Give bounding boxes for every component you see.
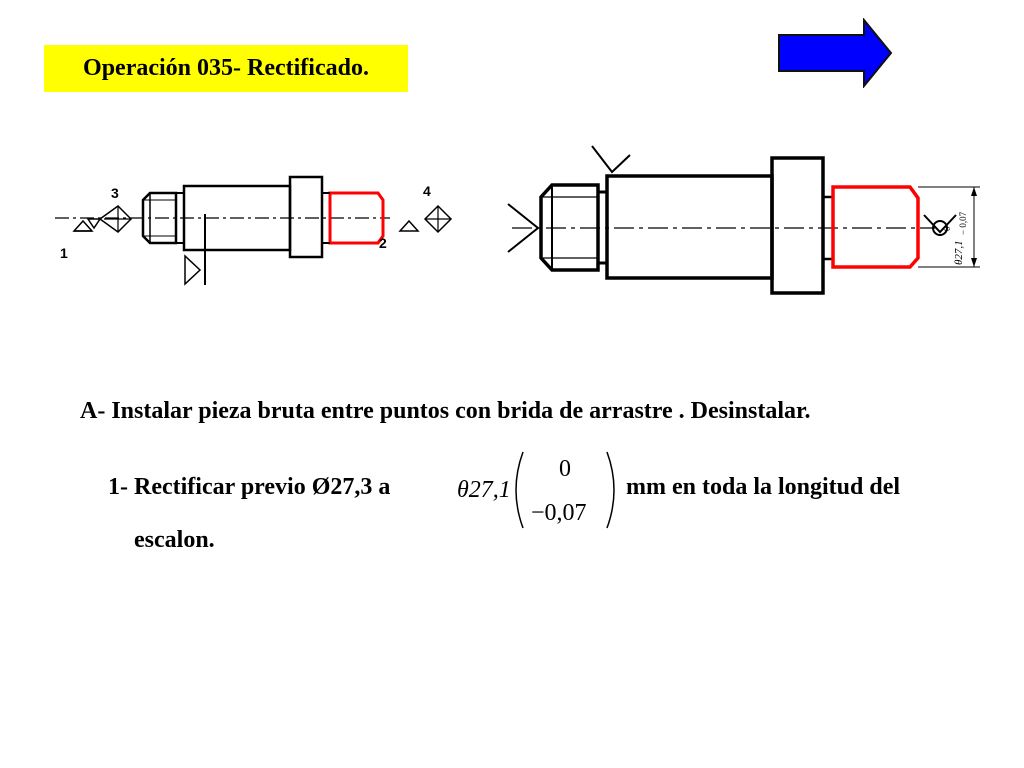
- dimension-text: [942, 211, 968, 265]
- operation-instruction: A- Instalar pieza bruta entre puntos con brida de arrastre . Desinstalar.: [80, 398, 811, 424]
- operation-title: Operación 035- Rectificado.: [44, 45, 408, 92]
- label-3: 3: [111, 185, 119, 201]
- svg-text:θ27,1: θ27,1: [953, 240, 965, 265]
- svg-text:− 0,07: − 0,07: [958, 211, 968, 235]
- step1-text: 1- Rectificar previo Ø27,3 a: [108, 474, 391, 500]
- tolerance-nominal: θ27,1: [457, 477, 511, 503]
- large-shaft-drawing: [508, 146, 980, 293]
- label-1: 1: [60, 245, 68, 261]
- tolerance-upper: 0: [559, 456, 571, 482]
- label-4: 4: [423, 183, 431, 199]
- label-2: 2: [379, 235, 387, 251]
- tolerance-lower: −0,07: [531, 500, 587, 526]
- tolerance-expression: [455, 446, 625, 534]
- step1-suffix: mm en toda la longitud del: [626, 474, 901, 500]
- step1-continuation: escalon.: [134, 527, 215, 553]
- svg-text:0: 0: [942, 226, 952, 231]
- part-drawing: [0, 0, 1024, 320]
